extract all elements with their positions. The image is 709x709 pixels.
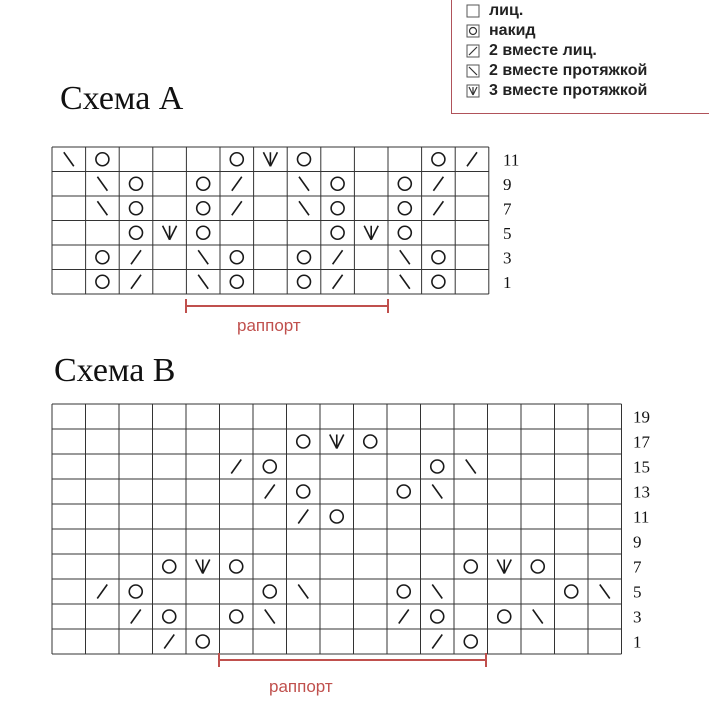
yarn-over-symbol bbox=[464, 560, 477, 573]
yarn-over-symbol bbox=[196, 635, 209, 648]
rapport-bracket bbox=[219, 653, 486, 667]
ssk-symbol bbox=[600, 585, 610, 599]
ssk-symbol bbox=[533, 610, 543, 624]
legend-label-k3tog: 3 вместе протяжкой bbox=[489, 82, 648, 99]
yarn-over-symbol bbox=[163, 560, 176, 573]
legend-label-yarn-over: накид bbox=[489, 22, 536, 39]
ssk-symbol bbox=[466, 460, 476, 474]
yarn-over-symbol bbox=[297, 485, 310, 498]
legend-label-knit: лиц. bbox=[489, 2, 524, 19]
row-number-label: 9 bbox=[633, 532, 642, 552]
k3tog-symbol bbox=[497, 560, 511, 574]
yarn-over-symbol bbox=[163, 610, 176, 623]
scheme-a-rapport-label: раппорт bbox=[237, 316, 301, 335]
yarn-over-symbol bbox=[297, 435, 310, 448]
k2tog-symbol bbox=[399, 610, 409, 624]
yarn-over-symbol bbox=[364, 435, 377, 448]
row-number-label: 7 bbox=[633, 557, 642, 577]
yarn-over-symbol bbox=[431, 610, 444, 623]
scheme-b-title: Схема В bbox=[54, 352, 176, 389]
k2tog-symbol bbox=[265, 485, 275, 499]
yarn-over-symbol bbox=[230, 560, 243, 573]
row-number-label: 11 bbox=[633, 507, 650, 527]
row-number-label: 9 bbox=[503, 174, 512, 194]
yarn-over-symbol bbox=[330, 510, 343, 523]
scheme-a-title: Схема А bbox=[60, 80, 184, 117]
row-number-label: 1 bbox=[633, 632, 642, 652]
yarn-over-symbol bbox=[565, 585, 578, 598]
yarn-over-symbol bbox=[431, 460, 444, 473]
row-number-label: 17 bbox=[633, 432, 650, 452]
k2tog-symbol bbox=[432, 635, 442, 649]
yarn-over-symbol bbox=[464, 635, 477, 648]
row-number-label: 3 bbox=[503, 248, 512, 268]
yarn-over-symbol bbox=[397, 585, 410, 598]
ssk-symbol bbox=[265, 610, 275, 624]
yarn-over-symbol bbox=[397, 485, 410, 498]
legend-label-ssk: 2 вместе протяжкой bbox=[489, 62, 648, 79]
legend-label-k2tog: 2 вместе лиц. bbox=[489, 42, 597, 59]
yarn-over-symbol bbox=[230, 610, 243, 623]
ssk-symbol bbox=[432, 585, 442, 599]
yarn-over-symbol bbox=[263, 585, 276, 598]
row-number-label: 11 bbox=[503, 150, 520, 170]
row-number-label: 15 bbox=[633, 457, 650, 477]
row-number-label: 7 bbox=[503, 199, 512, 219]
k3tog-symbol bbox=[196, 560, 210, 574]
yarn-over-symbol bbox=[263, 460, 276, 473]
k2tog-symbol bbox=[97, 585, 107, 599]
row-number-label: 1 bbox=[503, 272, 512, 292]
row-number-label: 19 bbox=[633, 407, 650, 427]
ssk-symbol bbox=[298, 585, 308, 599]
row-number-label: 3 bbox=[633, 607, 642, 627]
k2tog-symbol bbox=[131, 610, 141, 624]
yarn-over-symbol bbox=[498, 610, 511, 623]
yarn-over-symbol bbox=[531, 560, 544, 573]
scheme-b-rapport-label: раппорт bbox=[269, 677, 333, 696]
row-number-label: 13 bbox=[633, 482, 650, 502]
ssk-symbol bbox=[432, 485, 442, 499]
k2tog-symbol bbox=[164, 635, 174, 649]
yarn-over-symbol bbox=[129, 585, 142, 598]
row-number-label: 5 bbox=[503, 223, 512, 243]
row-number-label: 5 bbox=[633, 582, 642, 602]
k2tog-symbol bbox=[231, 460, 241, 474]
k2tog-symbol bbox=[298, 510, 308, 524]
k3tog-symbol bbox=[330, 435, 344, 449]
